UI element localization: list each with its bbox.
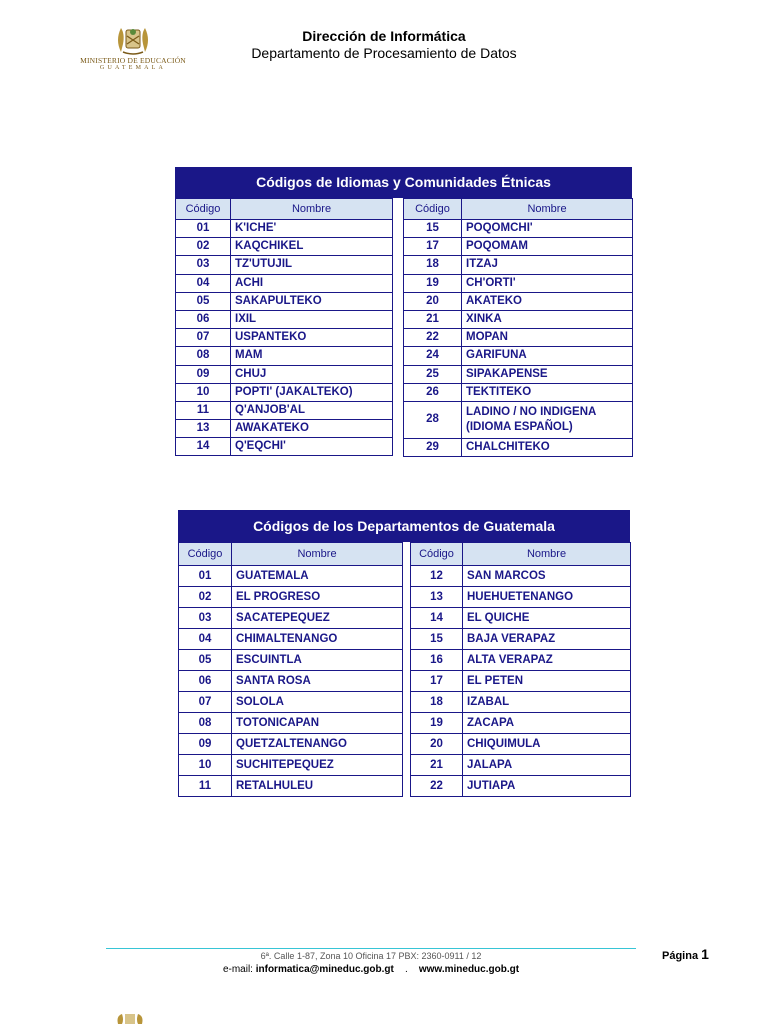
row-name: Q'ANJOB'AL <box>231 401 393 419</box>
table-row <box>179 734 403 755</box>
row-code: 21 <box>411 755 463 776</box>
row-name: ITZAJ <box>462 256 633 274</box>
row-code: 28 <box>404 401 462 438</box>
table-row <box>411 671 631 692</box>
row-name: SANTA ROSA <box>232 671 403 692</box>
row-name: QUETZALTENANGO <box>232 734 403 755</box>
row-code: 20 <box>411 734 463 755</box>
column-header-code: Código <box>176 199 231 220</box>
table-row <box>179 650 403 671</box>
row-code: 06 <box>179 671 232 692</box>
row-code: 07 <box>179 692 232 713</box>
row-name: GUATEMALA <box>232 566 403 587</box>
table-row <box>176 420 393 438</box>
row-code: 25 <box>404 365 462 383</box>
row-code: 02 <box>179 587 232 608</box>
table-row <box>179 755 403 776</box>
row-code: 14 <box>176 438 231 456</box>
row-name: SACATEPEQUEZ <box>232 608 403 629</box>
row-code: 17 <box>404 238 462 256</box>
table-row <box>176 310 393 328</box>
page-subtitle: Departamento de Procesamiento de Datos <box>251 45 517 61</box>
footer-address: 6ª. Calle 1-87, Zona 10 Oficina 17 PBX: 2360-0911 / 12 <box>260 951 482 961</box>
row-code: 22 <box>411 776 463 797</box>
table-row <box>411 566 631 587</box>
row-code: 29 <box>404 438 462 456</box>
row-name: TZ'UTUJIL <box>231 256 393 274</box>
table-row <box>404 256 633 274</box>
row-code: 16 <box>411 650 463 671</box>
table-row <box>179 608 403 629</box>
row-code: 10 <box>179 755 232 776</box>
row-name: BAJA VERAPAZ <box>463 629 631 650</box>
row-code: 19 <box>404 274 462 292</box>
row-name: ESCUINTLA <box>232 650 403 671</box>
row-code: 03 <box>176 256 231 274</box>
column-header-name: Nombre <box>463 543 631 566</box>
idiomas-right-grid <box>403 198 633 457</box>
row-name: CHIMALTENANGO <box>232 629 403 650</box>
row-name: CH'ORTI' <box>462 274 633 292</box>
coat-of-arms-icon <box>110 1012 150 1024</box>
row-code: 10 <box>176 383 231 401</box>
table-row <box>411 776 631 797</box>
idiomas-left-grid <box>175 198 393 456</box>
row-name: AKATEKO <box>462 292 633 310</box>
table-row <box>176 256 393 274</box>
row-code: 20 <box>404 292 462 310</box>
footer-separator: . <box>404 964 408 975</box>
departamentos-left-grid <box>178 542 403 797</box>
table-row <box>404 438 633 456</box>
table-row <box>404 365 633 383</box>
table-row <box>176 347 393 365</box>
row-name: XINKA <box>462 310 633 328</box>
row-code: 08 <box>179 713 232 734</box>
row-code: 09 <box>179 734 232 755</box>
table-row <box>176 238 393 256</box>
row-code: 09 <box>176 365 231 383</box>
table-row <box>411 755 631 776</box>
row-name: SAKAPULTEKO <box>231 292 393 310</box>
table-row <box>404 310 633 328</box>
table-row <box>404 401 633 438</box>
row-code: 15 <box>404 220 462 238</box>
row-name: POQOMAM <box>462 238 633 256</box>
footer-email-link[interactable]: informatica@mineduc.gob.gt <box>255 964 394 975</box>
row-name: IZABAL <box>463 692 631 713</box>
table-row <box>411 629 631 650</box>
row-code: 02 <box>176 238 231 256</box>
row-name: EL PROGRESO <box>232 587 403 608</box>
row-code: 18 <box>404 256 462 274</box>
row-code: 15 <box>411 629 463 650</box>
row-code: 03 <box>179 608 232 629</box>
page-number-value: 1 <box>701 946 709 962</box>
footer-website-link[interactable]: www.mineduc.gob.gt <box>418 964 520 975</box>
table-row <box>176 383 393 401</box>
column-header-code: Código <box>411 543 463 566</box>
departamentos-table-title: Códigos de los Departamentos de Guatemala <box>178 510 630 542</box>
column-header-code: Código <box>179 543 232 566</box>
row-code: 22 <box>404 329 462 347</box>
row-name: KAQCHIKEL <box>231 238 393 256</box>
table-row <box>404 329 633 347</box>
table-row <box>176 220 393 238</box>
table-row <box>179 566 403 587</box>
row-name: CHIQUIMULA <box>463 734 631 755</box>
row-name: MOPAN <box>462 329 633 347</box>
row-code: 01 <box>179 566 232 587</box>
table-row <box>179 671 403 692</box>
row-name: HUEHUETENANGO <box>463 587 631 608</box>
row-name: K'ICHE' <box>231 220 393 238</box>
table-row <box>404 238 633 256</box>
page-number <box>662 946 709 962</box>
footer-email-label: e-mail: <box>222 964 253 975</box>
table-row <box>404 220 633 238</box>
table-row <box>411 587 631 608</box>
row-code: 21 <box>404 310 462 328</box>
row-name: SUCHITEPEQUEZ <box>232 755 403 776</box>
idiomas-table-title: Códigos de Idiomas y Comunidades Étnicas <box>175 167 632 198</box>
row-name: Q'EQCHI' <box>231 438 393 456</box>
row-name: GARIFUNA <box>462 347 633 365</box>
table-row <box>176 401 393 419</box>
row-code: 13 <box>411 587 463 608</box>
row-name: SIPAKAPENSE <box>462 365 633 383</box>
row-name: ALTA VERAPAZ <box>463 650 631 671</box>
row-name <box>462 401 633 438</box>
idiomas-table <box>175 167 632 453</box>
row-code: 11 <box>179 776 232 797</box>
row-code: 13 <box>176 420 231 438</box>
page-title: Dirección de Informática <box>302 28 466 44</box>
row-code: 11 <box>176 401 231 419</box>
column-header-name: Nombre <box>231 199 393 220</box>
table-row <box>179 713 403 734</box>
row-name: IXIL <box>231 310 393 328</box>
row-code: 04 <box>179 629 232 650</box>
row-name: POQOMCHI' <box>462 220 633 238</box>
table-row <box>404 274 633 292</box>
row-name: MAM <box>231 347 393 365</box>
table-row <box>179 776 403 797</box>
row-code: 24 <box>404 347 462 365</box>
row-name: JUTIAPA <box>463 776 631 797</box>
row-name: TEKTITEKO <box>462 383 633 401</box>
table-row <box>411 713 631 734</box>
column-header-name: Nombre <box>232 543 403 566</box>
table-row <box>411 692 631 713</box>
footer-divider <box>106 948 636 949</box>
row-code: 07 <box>176 329 231 347</box>
table-row <box>179 587 403 608</box>
row-name-line: LADINO / NO INDIGENA <box>466 405 597 418</box>
table-row <box>404 383 633 401</box>
column-header-code: Código <box>404 199 462 220</box>
row-name: ZACAPA <box>463 713 631 734</box>
logo-text-ministry: MINISTERIO DE EDUCACIÓN <box>80 56 186 65</box>
row-name: TOTONICAPAN <box>232 713 403 734</box>
row-code: 06 <box>176 310 231 328</box>
coat-of-arms-icon <box>113 22 153 56</box>
row-name: CHALCHITEKO <box>462 438 633 456</box>
row-code: 19 <box>411 713 463 734</box>
column-header-name: Nombre <box>462 199 633 220</box>
row-code: 04 <box>176 274 231 292</box>
table-row <box>176 329 393 347</box>
row-code: 05 <box>176 292 231 310</box>
ministry-logo <box>70 22 196 82</box>
row-name: EL PETEN <box>463 671 631 692</box>
row-code: 26 <box>404 383 462 401</box>
row-name: POPTI' (JAKALTEKO) <box>231 383 393 401</box>
page-label: Página <box>662 950 699 962</box>
row-code: 05 <box>179 650 232 671</box>
row-name: USPANTEKO <box>231 329 393 347</box>
table-row <box>176 438 393 456</box>
table-row <box>411 650 631 671</box>
footer-contact <box>106 964 636 975</box>
table-row <box>179 629 403 650</box>
table-row <box>404 347 633 365</box>
table-row <box>176 292 393 310</box>
departamentos-table <box>178 510 630 792</box>
row-name: EL QUICHE <box>463 608 631 629</box>
row-name: SOLOLA <box>232 692 403 713</box>
row-code: 01 <box>176 220 231 238</box>
table-row <box>176 274 393 292</box>
row-code: 08 <box>176 347 231 365</box>
row-name: JALAPA <box>463 755 631 776</box>
row-code: 12 <box>411 566 463 587</box>
table-row <box>411 734 631 755</box>
row-name-line: (IDIOMA ESPAÑOL) <box>466 420 573 433</box>
row-code: 18 <box>411 692 463 713</box>
table-row <box>404 292 633 310</box>
departamentos-right-grid <box>410 542 631 797</box>
table-row <box>411 608 631 629</box>
row-name: AWAKATEKO <box>231 420 393 438</box>
logo-text-country: GUATEMALA <box>99 65 167 71</box>
table-row <box>179 692 403 713</box>
row-name: ACHI <box>231 274 393 292</box>
row-code: 17 <box>411 671 463 692</box>
row-name: CHUJ <box>231 365 393 383</box>
row-name: SAN MARCOS <box>463 566 631 587</box>
row-code: 14 <box>411 608 463 629</box>
table-row <box>176 365 393 383</box>
row-name: RETALHULEU <box>232 776 403 797</box>
